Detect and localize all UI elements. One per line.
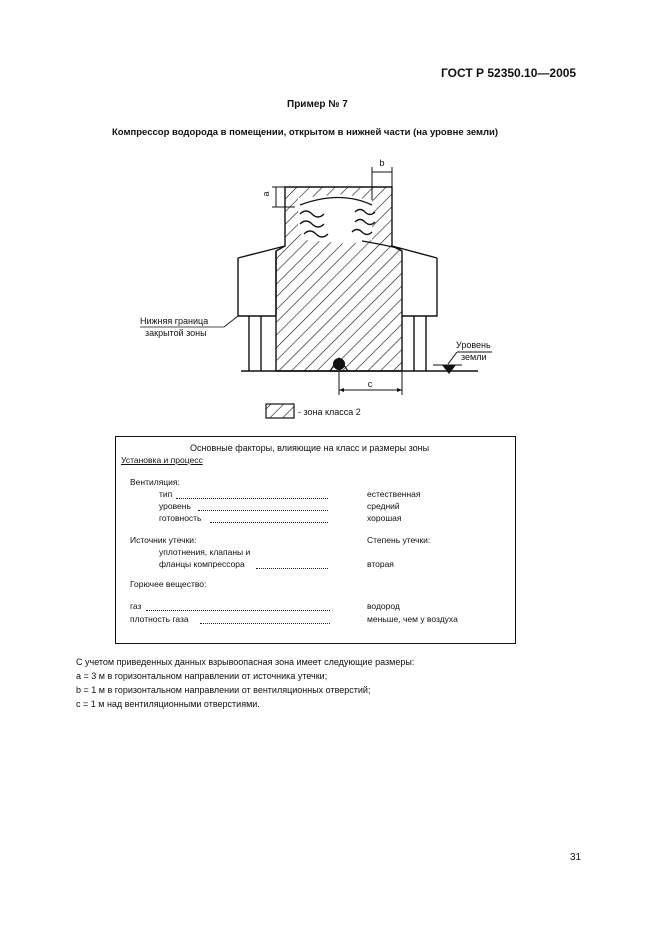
dim-b-label: b: [379, 158, 385, 168]
dim-c-label: c: [367, 379, 373, 389]
gas-label: газ: [130, 601, 142, 611]
ventilation-availability-value: хорошая: [367, 513, 402, 523]
grade-label: Степень утечки:: [367, 535, 431, 545]
lower-boundary-label-2: закрытой зоны: [145, 328, 207, 338]
dim-a-label: a: [261, 191, 271, 197]
conclusion-item-b: b = 1 м в горизонтальном направлении от вентиляционных отверстий;: [76, 685, 371, 695]
legend-label: - зона класса 2: [298, 407, 361, 417]
density-value: меньше, чем у воздуха: [367, 614, 458, 624]
page-number: 31: [570, 852, 582, 863]
ventilation-availability-label: готовность: [159, 513, 202, 523]
ground-level-label-1: Уровень: [456, 340, 491, 350]
conclusion-intro: С учетом приведенных данных взрывоопасная зона имеет следующие размеры:: [76, 657, 415, 667]
gas-value: водород: [367, 601, 400, 611]
ventilation-level-value: средний: [367, 501, 400, 511]
ventilation-type-label: тип: [159, 489, 173, 499]
factors-title: Основные факторы, влияющие на класс и размеры зоны: [190, 443, 430, 453]
density-label: плотность газа: [130, 614, 189, 624]
ground-level-triangle: [442, 365, 456, 374]
source-line-1: уплотнения, клапаны и: [159, 547, 251, 557]
legend-swatch: [266, 404, 294, 418]
compressor-zone-diagram: [0, 0, 661, 430]
conclusion-item-a: a = 3 м в горизонтальном направлении от источника утечки;: [76, 671, 328, 681]
factors-subtitle: Установка и процесс: [121, 455, 203, 465]
ventilation-level-label: уровень: [159, 501, 191, 511]
source-line-2: фланцы компрессора: [159, 559, 245, 569]
ground-level-label-2: земли: [461, 352, 487, 362]
ventilation-type-value: естественная: [367, 489, 421, 499]
figure-caption: Компрессор водорода в помещении, открытом в нижней части (на уровне земли): [112, 127, 499, 138]
source-grade-value: вторая: [367, 559, 394, 569]
factors-table: [115, 436, 516, 644]
sources-label: Источник утечки:: [130, 535, 197, 545]
example-title: Пример № 7: [287, 99, 348, 110]
standard-number: ГОСТ Р 52350.10—2005: [441, 66, 577, 80]
lower-boundary-label-1: Нижняя граница: [140, 316, 209, 326]
flammable-label: Горючее вещество:: [130, 579, 207, 589]
ventilation-label: Вентиляция:: [130, 477, 180, 487]
conclusion-item-c: c = 1 м над вентиляционными отверстиями.: [76, 699, 260, 709]
